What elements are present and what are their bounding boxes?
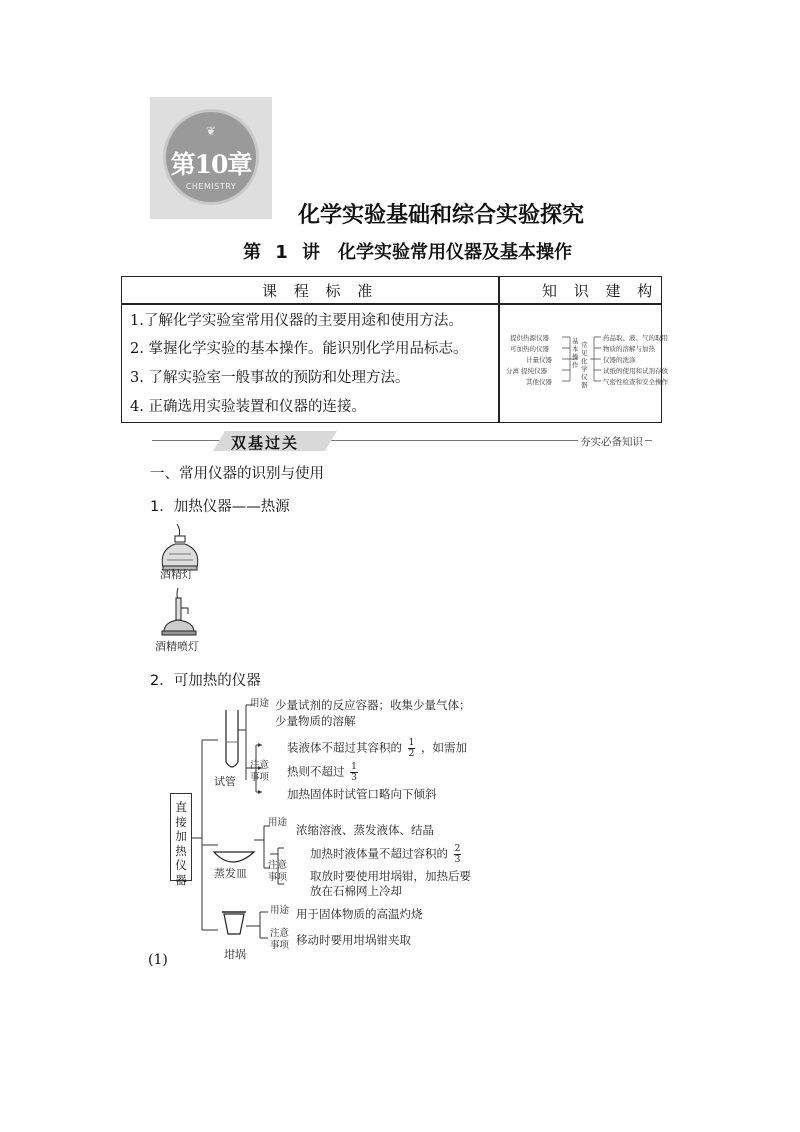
use-text: 用于固体物质的高温灼烧 (296, 907, 423, 921)
km-right-item: 气密性检查和安全操作 (603, 378, 668, 386)
chapter-badge-circle (163, 109, 259, 205)
section-heading: 一、常用仪器的识别与使用 (150, 466, 324, 482)
subsection-heading: 1．加热仪器——热源 (150, 499, 290, 515)
banner-label: 双基过关 (231, 434, 300, 452)
km-right-item: 药品取、液、气的取用 (603, 334, 668, 342)
note-text (287, 762, 360, 783)
chapter-number: 第10章 (170, 150, 252, 179)
numerator: 1 (408, 738, 415, 748)
blowtorch-icon (156, 586, 206, 638)
note-text-a: 装液体不超过其容积的 (287, 740, 402, 755)
heat-source-label: 酒精喷灯 (155, 640, 199, 653)
note-text: 移动时要用坩埚钳夹取 (296, 933, 411, 947)
denominator: 3 (351, 773, 357, 783)
chapter-badge (150, 97, 272, 219)
note-text (310, 844, 463, 865)
km-left-item: 提供热源仪器 (510, 334, 549, 342)
note-text: 取放时要使用坩埚钳，加热后要 (310, 869, 471, 883)
banner-right-label: 夯实必备知识 (580, 436, 643, 448)
note-label: 注意事项 (250, 760, 270, 783)
note-text: 放在石棉网上冷却 (310, 884, 402, 898)
km-right-item: 试纸的使用和试剂存放 (603, 367, 668, 375)
fraction (350, 762, 358, 783)
use-label: 用途 (268, 817, 288, 828)
note-text-c: 热则不超过 (287, 764, 345, 779)
use-text: 少量物质的溶解 (275, 714, 356, 728)
km-left-item: 可加热的仪器 (510, 345, 549, 353)
note-text-a: 加热时液体量不超过容积的 (310, 846, 448, 861)
standard-item: 4. 正确选用实验装置和仪器的连接。 (130, 399, 366, 415)
km-left-item: 分离 提纯仪器 (506, 367, 548, 375)
standards-table (121, 276, 668, 423)
note-text (287, 738, 467, 759)
use-label: 用途 (270, 905, 290, 916)
note-text: 加热固体时试管口略向下倾斜 (287, 787, 437, 801)
subsection-heading: 2．可加热的仪器 (150, 673, 261, 689)
instrument-name: 试管 (214, 775, 236, 788)
fraction (454, 844, 462, 865)
group-label-box (170, 793, 192, 887)
km-right-item: 物质的溶解与加热 (603, 345, 655, 353)
table-header-knowledge: 知 识 建 构 (542, 282, 659, 300)
km-center-label: 常见化学仪器 (581, 341, 588, 389)
table-divider (498, 277, 500, 422)
standard-item: 1.了解化学实验室常用仪器的主要用途和使用方法。 (130, 313, 463, 329)
km-left-item: 计量仪器 (526, 356, 552, 364)
note-text-b: ，如需加 (421, 740, 468, 755)
table-header-rule (122, 303, 661, 305)
item-number: (1) (148, 952, 168, 968)
chapter-subject: CHEMISTRY (185, 182, 237, 191)
instrument-name: 蒸发皿 (214, 867, 247, 880)
use-text: 少量试剂的反应容器；收集少量气体； (275, 698, 471, 712)
knowledge-map (506, 333, 668, 393)
group-label: 直接加热仪器 (175, 800, 187, 887)
km-center-label-2: 基本操作 (572, 337, 579, 369)
use-label: 用途 (250, 698, 270, 709)
chapter-title: 化学实验基础和综合实验探究 (298, 203, 585, 228)
use-text: 浓缩溶液、蒸发液体、结晶 (296, 823, 434, 837)
km-left-item: 其他仪器 (526, 378, 552, 386)
denominator: 2 (408, 749, 415, 759)
standard-item: 2. 掌握化学实验的基本操作。能识别化学用品标志。 (130, 341, 468, 357)
km-right-bracket (588, 333, 602, 389)
ornament-icon: ❦ (205, 124, 217, 138)
km-right-item: 仪器的洗涤 (603, 356, 636, 364)
heat-source-label: 酒精灯 (160, 568, 193, 581)
note-label: 注意事项 (268, 860, 288, 883)
table-header-standards: 课 程 标 准 (262, 282, 379, 300)
lesson-title: 第 1 讲 化学实验常用仪器及基本操作 (243, 242, 573, 263)
fraction (408, 738, 416, 759)
note-label: 注意事项 (270, 928, 290, 951)
instrument-name: 坩埚 (224, 948, 246, 961)
numerator: 2 (454, 844, 461, 854)
standard-item: 3. 了解实验室一般事故的预防和处理方法。 (130, 370, 410, 386)
denominator: 3 (454, 855, 461, 865)
numerator: 1 (351, 762, 357, 772)
